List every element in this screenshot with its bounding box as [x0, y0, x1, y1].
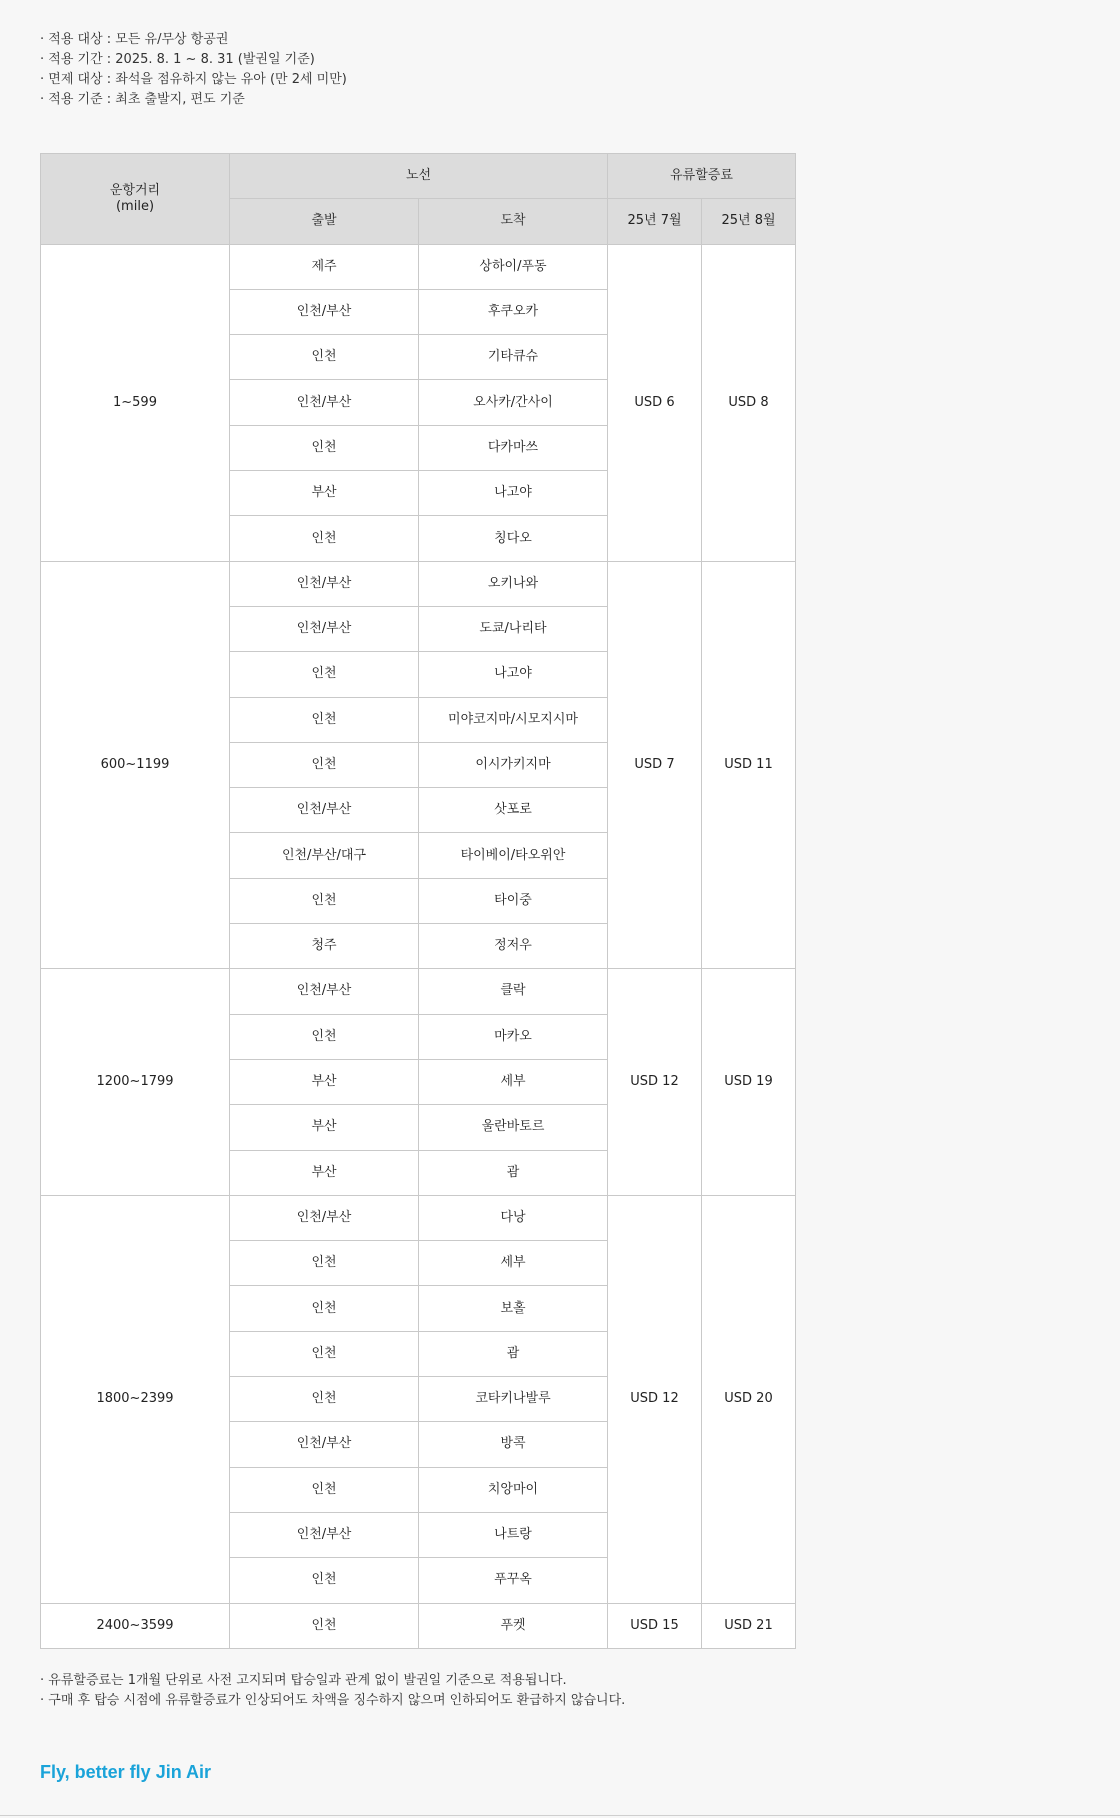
arrival-cell: 정저우 [419, 924, 608, 969]
arrival-cell: 보홀 [419, 1286, 608, 1331]
arrival-cell: 세부 [419, 1241, 608, 1286]
departure-cell: 인천 [230, 1467, 419, 1512]
table-row [41, 561, 796, 606]
departure-cell: 청주 [230, 924, 419, 969]
departure-cell: 부산 [230, 1150, 419, 1195]
distance-cell: 2400~3599 [41, 1603, 230, 1648]
distance-cell: 1200~1799 [41, 969, 230, 1195]
distance-cell: 1800~2399 [41, 1195, 230, 1603]
departure-cell: 인천/부산 [230, 380, 419, 425]
header-route: 노선 [230, 154, 608, 199]
departure-cell: 인천/부산 [230, 969, 419, 1014]
arrival-cell: 상하이/푸동 [419, 244, 608, 289]
departure-cell: 인천 [230, 1286, 419, 1331]
arrival-cell: 세부 [419, 1059, 608, 1104]
departure-cell: 인천 [230, 1331, 419, 1376]
july-surcharge-cell: USD 7 [608, 561, 702, 969]
arrival-cell: 기타큐슈 [419, 335, 608, 380]
july-surcharge-cell: USD 12 [608, 1195, 702, 1603]
arrival-cell: 이시가키지마 [419, 742, 608, 787]
departure-cell: 인천 [230, 1377, 419, 1422]
header-surcharge: 유류할증료 [608, 154, 796, 199]
august-surcharge-cell: USD 20 [702, 1195, 796, 1603]
table-body [41, 244, 796, 1648]
slogan: Fly, better fly Jin Air [40, 1762, 212, 1782]
departure-cell: 인천/부산 [230, 1422, 419, 1467]
table-row [41, 969, 796, 1014]
departure-cell: 인천 [230, 335, 419, 380]
header-departure: 출발 [230, 199, 419, 244]
departure-cell: 인천 [230, 1558, 419, 1603]
arrival-cell: 울란바토르 [419, 1105, 608, 1150]
departure-cell: 인천/부산 [230, 606, 419, 651]
note-line: · 적용 기준 : 최초 출발지, 편도 기준 [40, 92, 245, 107]
arrival-cell: 코타키나발루 [419, 1377, 608, 1422]
july-surcharge-cell: USD 15 [608, 1603, 702, 1648]
fuel-surcharge-table [40, 153, 796, 1649]
arrival-cell: 방콕 [419, 1422, 608, 1467]
notes-bottom [40, 1671, 625, 1711]
arrival-cell: 클락 [419, 969, 608, 1014]
table-row [41, 1195, 796, 1240]
divider [0, 1815, 1120, 1816]
arrival-cell: 칭다오 [419, 516, 608, 561]
table-header [41, 154, 796, 245]
departure-cell: 인천 [230, 697, 419, 742]
arrival-cell: 마카오 [419, 1014, 608, 1059]
arrival-cell: 나고야 [419, 652, 608, 697]
july-surcharge-cell: USD 6 [608, 244, 702, 561]
arrival-cell: 오키나와 [419, 561, 608, 606]
header-arrival: 도착 [419, 199, 608, 244]
august-surcharge-cell: USD 8 [702, 244, 796, 561]
departure-cell: 인천 [230, 516, 419, 561]
departure-cell: 인천 [230, 652, 419, 697]
header-july: 25년 7월 [608, 199, 702, 244]
arrival-cell: 도쿄/나리타 [419, 606, 608, 651]
departure-cell: 부산 [230, 1105, 419, 1150]
arrival-cell: 괌 [419, 1150, 608, 1195]
departure-cell: 인천/부산 [230, 561, 419, 606]
header-distance [41, 154, 230, 245]
distance-cell: 600~1199 [41, 561, 230, 969]
arrival-cell: 치앙마이 [419, 1467, 608, 1512]
departure-cell: 인천 [230, 1014, 419, 1059]
arrival-cell: 오사카/간사이 [419, 380, 608, 425]
departure-cell: 인천/부산 [230, 289, 419, 334]
arrival-cell: 후쿠오카 [419, 289, 608, 334]
table-row [41, 1603, 796, 1648]
arrival-cell: 미야코지마/시모지시마 [419, 697, 608, 742]
arrival-cell: 다낭 [419, 1195, 608, 1240]
departure-cell: 인천 [230, 425, 419, 470]
arrival-cell: 삿포로 [419, 788, 608, 833]
departure-cell: 인천/부산 [230, 1195, 419, 1240]
arrival-cell: 다카마쓰 [419, 425, 608, 470]
distance-cell: 1~599 [41, 244, 230, 561]
departure-cell: 인천/부산 [230, 788, 419, 833]
header-distance-label: 운항거리 (mile) [109, 182, 161, 214]
departure-cell: 제주 [230, 244, 419, 289]
august-surcharge-cell: USD 11 [702, 561, 796, 969]
arrival-cell: 푸켓 [419, 1603, 608, 1648]
note-line: · 면제 대상 : 좌석을 점유하지 않는 유아 (만 2세 미만) [40, 72, 347, 87]
note-line: · 유류할증료는 1개월 단위로 사전 고지되며 탑승일과 관계 없이 발권일 기준으로 적용됩니다. [40, 1673, 567, 1688]
notes-top [40, 30, 347, 110]
departure-cell: 인천 [230, 1603, 419, 1648]
arrival-cell: 나트랑 [419, 1512, 608, 1557]
august-surcharge-cell: USD 21 [702, 1603, 796, 1648]
departure-cell: 부산 [230, 1059, 419, 1104]
header-august: 25년 8월 [702, 199, 796, 244]
departure-cell: 인천 [230, 1241, 419, 1286]
departure-cell: 인천 [230, 742, 419, 787]
arrival-cell: 타이중 [419, 878, 608, 923]
departure-cell: 인천 [230, 878, 419, 923]
table-row [41, 244, 796, 289]
arrival-cell: 괌 [419, 1331, 608, 1376]
note-line: · 적용 대상 : 모든 유/무상 항공권 [40, 32, 229, 47]
departure-cell: 인천/부산/대구 [230, 833, 419, 878]
arrival-cell: 나고야 [419, 471, 608, 516]
departure-cell: 부산 [230, 471, 419, 516]
departure-cell: 인천/부산 [230, 1512, 419, 1557]
july-surcharge-cell: USD 12 [608, 969, 702, 1195]
august-surcharge-cell: USD 19 [702, 969, 796, 1195]
note-line: · 구매 후 탑승 시점에 유류할증료가 인상되어도 차액을 징수하지 않으며 인하되어도 환급하지 않습니다. [40, 1693, 626, 1708]
arrival-cell: 푸꾸옥 [419, 1558, 608, 1603]
arrival-cell: 타이베이/타오위안 [419, 833, 608, 878]
note-line: · 적용 기간 : 2025. 8. 1 ~ 8. 31 (발권일 기준) [40, 52, 315, 67]
